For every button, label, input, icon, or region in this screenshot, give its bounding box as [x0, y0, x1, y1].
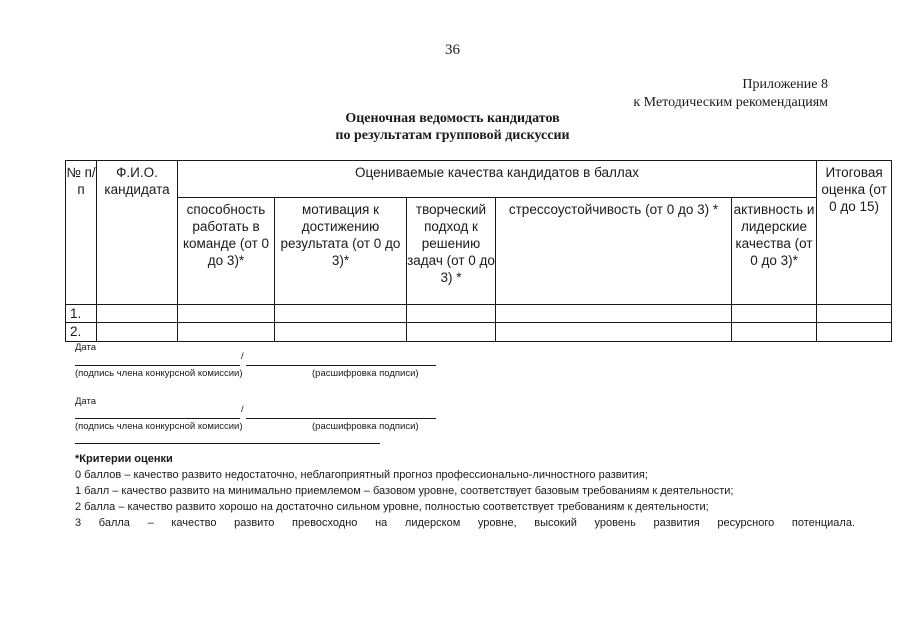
table-cell[interactable] [732, 305, 817, 323]
table-row [66, 305, 892, 323]
criteria-line: 3 балла – качество развито превосходно на лидерском уровне, высокий уровень развития ресурсного потенциала. [75, 517, 855, 529]
page-number: 36 [445, 42, 460, 58]
signature-line[interactable] [75, 418, 240, 419]
table-cell[interactable] [275, 323, 407, 342]
criterion-motivation: мотивация к достижению результата (от 0 до 3)* [275, 198, 407, 305]
criteria-line: 0 баллов – качество развито недостаточно, неблагоприятный прогноз профессионально-личностного развития; [75, 469, 648, 481]
criteria-line: 1 балл – качество развито на минимально приемлемом – базовом уровне, соответствует базовым требованиям к деятельности; [75, 485, 734, 497]
table-cell[interactable] [178, 305, 275, 323]
table-cell[interactable] [97, 323, 178, 342]
table-cell[interactable] [407, 305, 496, 323]
table-cell[interactable] [732, 323, 817, 342]
ratings-table [65, 160, 892, 342]
date-label: Дата [75, 342, 97, 353]
table-cell[interactable] [178, 323, 275, 342]
signature-line[interactable] [75, 365, 240, 366]
table-row [66, 323, 892, 342]
appendix-line-2: к Методическим рекомендациям [633, 95, 828, 110]
criterion-creativity: творческий подход к решению задач (от 0 до 3) * [407, 198, 496, 305]
appendix-reference [633, 76, 828, 112]
criteria-notes [75, 451, 855, 531]
decode-line[interactable] [246, 418, 436, 419]
title-line-2: по результатам групповой дискуссии [335, 128, 570, 143]
table-cell[interactable] [407, 323, 496, 342]
col-header-number: № п/ п [66, 161, 97, 305]
table-cell[interactable] [817, 323, 892, 342]
row-number: 1. [66, 305, 97, 323]
criteria-heading: *Критерии оценки [75, 453, 173, 465]
date-label: Дата [75, 396, 97, 407]
signature-separator: / [241, 351, 244, 362]
row-number: 2. [66, 323, 97, 342]
signature-caption: (подпись члена конкурсной комиссии) [75, 368, 243, 379]
appendix-line-1: Приложение 8 [742, 77, 828, 92]
title-line-1: Оценочная ведомость кандидатов [345, 111, 560, 126]
signature-caption: (подпись члена конкурсной комиссии) [75, 421, 243, 432]
decode-caption: (расшифровка подписи) [312, 368, 419, 379]
signature-separator: / [241, 404, 244, 415]
col-header-name: Ф.И.О. кандидата [97, 161, 178, 305]
table-cell[interactable] [97, 305, 178, 323]
decode-line[interactable] [246, 365, 436, 366]
criteria-line: 2 балла – качество развито хорошо на достаточно сильном уровне, полностью соответствует требованиям к деятельности; [75, 501, 709, 513]
table-cell[interactable] [496, 323, 732, 342]
criterion-leadership: активность и лидерские качества (от 0 до 3)* [732, 198, 817, 305]
document-title [0, 110, 905, 144]
footnote-divider [75, 443, 380, 444]
decode-caption: (расшифровка подписи) [312, 421, 419, 432]
criterion-stress-resistance: стрессоустойчивость (от 0 до 3) * [496, 198, 732, 305]
table-cell[interactable] [275, 305, 407, 323]
table-cell[interactable] [496, 305, 732, 323]
table-cell[interactable] [817, 305, 892, 323]
col-header-total: Итоговая оценка (от 0 до 15) [817, 161, 892, 305]
col-header-qualities-group: Оцениваемые качества кандидатов в баллах [178, 161, 817, 198]
criterion-teamwork: способность работать в команде (от 0 до 3)* [178, 198, 275, 305]
